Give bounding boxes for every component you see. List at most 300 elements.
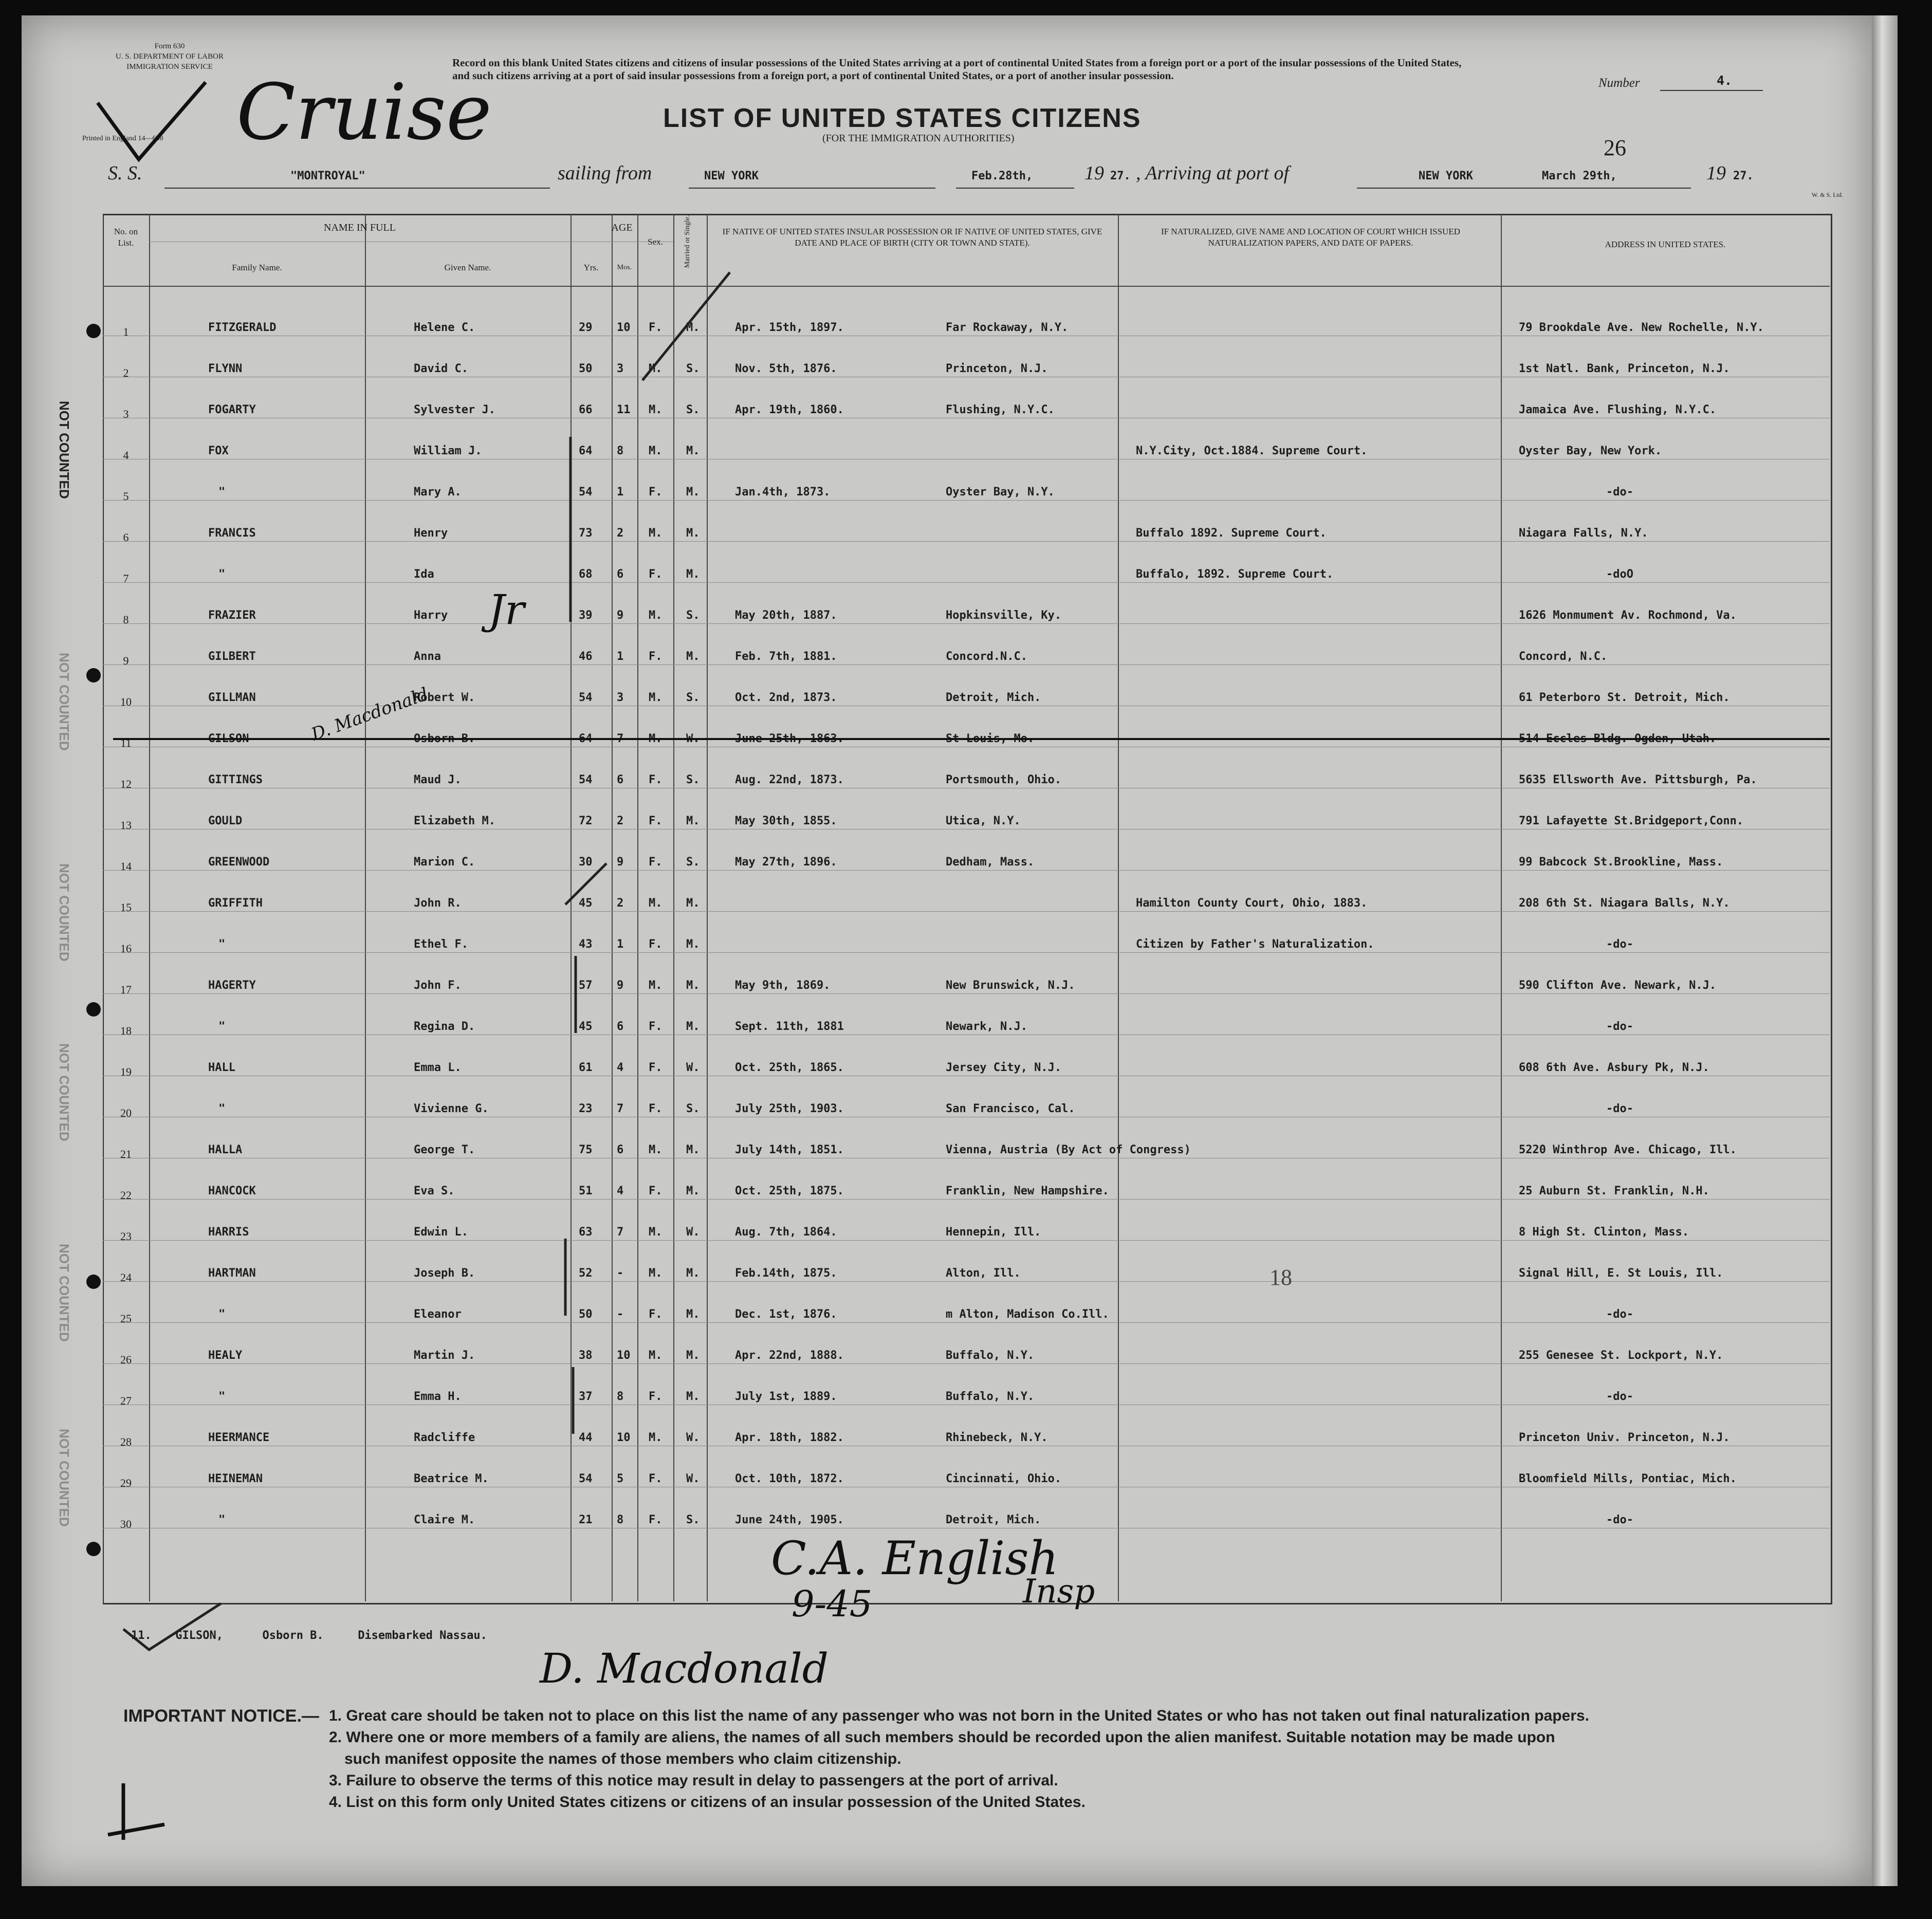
row-number: 28 — [120, 1435, 132, 1448]
sex: M. — [649, 445, 663, 457]
given-name: Eleanor — [414, 1308, 462, 1321]
given-name: Sylvester J. — [414, 403, 495, 416]
col-divider — [637, 214, 638, 1601]
address: -do- — [1606, 1308, 1633, 1321]
birth-place: Oyster Bay, N.Y. — [946, 486, 1055, 499]
address: 208 6th St. Niagara Balls, N.Y. — [1519, 897, 1730, 910]
age-years: 54 — [579, 691, 593, 704]
cruise-text: Cruise — [236, 68, 492, 157]
given-name: David C. — [414, 362, 468, 375]
sex: F. — [649, 1390, 663, 1403]
birth-place: m Alton, Madison Co.Ill. — [946, 1308, 1109, 1321]
row-number: 22 — [120, 1189, 132, 1202]
not-counted-stamp: NOT COUNTED — [57, 1043, 72, 1141]
port-underline — [689, 188, 935, 189]
given-name: Ida — [414, 568, 434, 581]
form-identifier — [93, 41, 247, 72]
arrival-date: March 29th, — [1542, 170, 1617, 182]
birth-date: Dec. 1st, 1876. — [735, 1308, 837, 1321]
header-bottom-rule — [103, 286, 1830, 287]
col-divider — [365, 214, 366, 1601]
family-name: GILBERT — [208, 650, 256, 663]
instructions-text: Record on this blank United States citizens and citizens of insular possessions of the United States arriving at a port of continental United States from a foreign port or a port of the insular possessions of the United States, and such citizens arriving at a port of said insular possessions from a foreign port, a port of continental United States, or a port of another insular possession. — [452, 57, 1462, 82]
marital-status: S. — [686, 403, 700, 416]
form-number: Form 630 — [154, 42, 185, 50]
address: 590 Clifton Ave. Newark, N.J. — [1519, 979, 1717, 992]
age-months: - — [617, 1267, 624, 1280]
birth-date: Aug. 22nd, 1873. — [735, 773, 844, 786]
departure-year-prefix: 19 — [1084, 162, 1104, 184]
given-name: Ethel F. — [414, 938, 468, 951]
age-years: 54 — [579, 773, 593, 786]
birth-date: May 27th, 1896. — [735, 856, 837, 869]
family-name: HEALY — [208, 1349, 243, 1362]
age-months: 4 — [617, 1061, 624, 1074]
age-months: 11 — [617, 403, 631, 416]
row-number: 14 — [120, 860, 132, 873]
not-counted-stamp: NOT COUNTED — [57, 863, 72, 962]
birth-date: July 25th, 1903. — [735, 1102, 844, 1115]
header-name-in-full: NAME IN FULL — [324, 222, 396, 233]
age-months: 9 — [617, 856, 624, 869]
address: 514 Eccles Bldg. Ogden, Utah. — [1519, 732, 1717, 745]
birth-date: June 25th, 1863. — [735, 732, 844, 745]
address: -do- — [1606, 938, 1633, 951]
age-months: 8 — [617, 1514, 624, 1526]
age-years: 61 — [579, 1061, 593, 1074]
row-rule — [103, 1363, 1830, 1364]
footer-text: Disembarked Nassau. — [358, 1629, 487, 1642]
address: -do- — [1606, 1390, 1633, 1403]
family-name: GILSON — [208, 732, 249, 745]
time-note: 9-45 — [792, 1583, 873, 1625]
margin-number: 18 — [1269, 1265, 1292, 1290]
given-name: George T. — [414, 1143, 475, 1156]
row-number: 15 — [120, 901, 132, 914]
header-no-on-list: No. on List. — [114, 227, 138, 248]
address: -do- — [1606, 1020, 1633, 1033]
macdonald-signature: D. Macdonald — [540, 1645, 829, 1692]
sex: M. — [649, 897, 663, 910]
sex: M. — [649, 1349, 663, 1362]
row-number: 8 — [123, 613, 129, 626]
birth-date: Feb.14th, 1875. — [735, 1267, 837, 1280]
sex: M. — [649, 527, 663, 540]
marital-status: W. — [686, 1431, 700, 1444]
given-name: Emma L. — [414, 1061, 462, 1074]
inspector-suffix: Insp — [1023, 1573, 1095, 1611]
birth-date: July 1st, 1889. — [735, 1390, 837, 1403]
marital-status: M. — [686, 1308, 700, 1321]
age-years: 68 — [579, 568, 593, 581]
age-months: 4 — [617, 1185, 624, 1197]
number-underline — [1660, 90, 1763, 91]
punch-hole — [86, 1002, 101, 1017]
naturalization: Buffalo 1892. Supreme Court. — [1136, 527, 1327, 540]
birth-date: Apr. 18th, 1882. — [735, 1431, 844, 1444]
notice-item-4: 4. List on this form only United States citizens or citizens of an insular possession of the United States. — [329, 1794, 1085, 1811]
punch-hole — [86, 1275, 101, 1289]
marital-status: M. — [686, 1185, 700, 1197]
birth-date: Feb. 7th, 1881. — [735, 650, 837, 663]
sex: M. — [649, 403, 663, 416]
arriving-label: , Arriving at port of — [1136, 162, 1290, 184]
birth-date: Aug. 7th, 1864. — [735, 1226, 837, 1239]
age-months: - — [617, 1308, 624, 1321]
birth-date: Apr. 15th, 1897. — [735, 321, 844, 334]
sex: F. — [649, 650, 663, 663]
footer-note — [131, 1629, 487, 1642]
sex: M. — [649, 1431, 663, 1444]
punch-hole — [86, 668, 101, 682]
given-name: Joseph B. — [414, 1267, 475, 1280]
age-months: 2 — [617, 527, 624, 540]
family-name: HARTMAN — [208, 1267, 256, 1280]
family-name: FOGARTY — [208, 403, 256, 416]
row-number: 18 — [120, 1024, 132, 1037]
sex: F. — [649, 815, 663, 827]
age-years: 29 — [579, 321, 593, 334]
marital-status: S. — [686, 1102, 700, 1115]
sex: M. — [649, 1267, 663, 1280]
marital-status: M. — [686, 650, 700, 663]
marital-status: S. — [686, 1514, 700, 1526]
age-years: 44 — [579, 1431, 593, 1444]
family-name: GILLMAN — [208, 691, 256, 704]
sex: F. — [649, 1020, 663, 1033]
address: 1626 Monmument Av. Rochmond, Va. — [1519, 609, 1737, 622]
address: 5635 Ellsworth Ave. Pittsburgh, Pa. — [1519, 773, 1757, 786]
sex: F. — [649, 486, 663, 499]
page-stamp: 26 — [1604, 135, 1626, 160]
address: Jamaica Ave. Flushing, N.Y.C. — [1519, 403, 1717, 416]
birth-date: June 24th, 1905. — [735, 1514, 844, 1526]
marital-status: W. — [686, 732, 700, 745]
age-years: 66 — [579, 403, 593, 416]
age-months: 10 — [617, 1349, 631, 1362]
birth-place: Detroit, Mich. — [946, 1514, 1041, 1526]
family-name: " — [218, 1102, 226, 1115]
age-months: 6 — [617, 773, 624, 786]
given-name: Eva S. — [414, 1185, 455, 1197]
sex: F. — [649, 1061, 663, 1074]
departure-date: Feb.28th, — [971, 170, 1033, 182]
page-subtitle: (FOR THE IMMIGRATION AUTHORITIES) — [822, 133, 1015, 144]
age-years: 50 — [579, 1308, 593, 1321]
given-name: Martin J. — [414, 1349, 475, 1362]
age-years: 43 — [579, 938, 593, 951]
age-years: 75 — [579, 1143, 593, 1156]
age-years: 51 — [579, 1185, 593, 1197]
ship-underline — [164, 188, 550, 189]
birth-place: Princeton, N.J. — [946, 362, 1048, 375]
marital-status: W. — [686, 1226, 700, 1239]
birth-place: Utica, N.Y. — [946, 815, 1021, 827]
birth-place: St Louis, Mo. — [946, 732, 1035, 745]
birth-place: Flushing, N.Y.C. — [946, 403, 1055, 416]
given-name: Helene C. — [414, 321, 475, 334]
date-underline — [956, 188, 1074, 189]
row-number: 5 — [123, 490, 129, 503]
family-name: HARRIS — [208, 1226, 249, 1239]
sex: M. — [649, 1143, 663, 1156]
notice-heading: IMPORTANT NOTICE.— — [123, 1706, 319, 1726]
sex: F. — [649, 321, 663, 334]
family-name: GITTINGS — [208, 773, 263, 786]
age-years: 54 — [579, 486, 593, 499]
given-name: Robert W. — [414, 691, 475, 704]
row-rule — [103, 582, 1830, 583]
age-years: 39 — [579, 609, 593, 622]
age-months: 1 — [617, 650, 624, 663]
sex: F. — [649, 1514, 663, 1526]
marital-status: M. — [686, 1143, 700, 1156]
row-number: 23 — [120, 1230, 132, 1243]
age-months: 1 — [617, 486, 624, 499]
not-counted-stamp: NOT COUNTED — [57, 1429, 72, 1527]
birth-place: Hennepin, Ill. — [946, 1226, 1041, 1239]
family-name: GREENWOOD — [208, 856, 270, 869]
given-name: Maud J. — [414, 773, 462, 786]
given-name: Harry — [414, 609, 448, 622]
row-number: 7 — [123, 572, 129, 585]
sex: M. — [649, 979, 663, 992]
arrival-port-underline — [1357, 188, 1562, 189]
family-name: GOULD — [208, 815, 243, 827]
row-rule — [103, 1322, 1830, 1323]
given-name: Elizabeth M. — [414, 815, 495, 827]
sex: F. — [649, 1472, 663, 1485]
footer-family: GILSON, — [175, 1629, 223, 1642]
address: Oyster Bay, New York. — [1519, 445, 1662, 457]
address: 608 6th Ave. Asbury Pk, N.J. — [1519, 1061, 1709, 1074]
row-rule — [103, 500, 1830, 501]
given-name: Marion C. — [414, 856, 475, 869]
family-name: HEERMANCE — [208, 1431, 270, 1444]
marital-status: S. — [686, 856, 700, 869]
age-months: 6 — [617, 568, 624, 581]
birth-place: Portsmouth, Ohio. — [946, 773, 1062, 786]
row-rule — [103, 952, 1830, 953]
birth-date: Oct. 2nd, 1873. — [735, 691, 837, 704]
marital-status: M. — [686, 815, 700, 827]
address: -do- — [1606, 486, 1633, 499]
age-months: 8 — [617, 1390, 624, 1403]
address: 5220 Winthrop Ave. Chicago, Ill. — [1519, 1143, 1737, 1156]
address: Signal Hill, E. St Louis, Ill. — [1519, 1267, 1723, 1280]
address: 99 Babcock St.Brookline, Mass. — [1519, 856, 1723, 869]
birth-date: Apr. 22nd, 1888. — [735, 1349, 844, 1362]
sex: F. — [649, 938, 663, 951]
address: -do- — [1606, 1514, 1633, 1526]
age-years: 50 — [579, 362, 593, 375]
marital-status: M. — [686, 527, 700, 540]
age-years: 54 — [579, 1472, 593, 1485]
department: U. S. DEPARTMENT OF LABOR — [116, 52, 224, 61]
birth-date: Oct. 10th, 1872. — [735, 1472, 844, 1485]
family-name: " — [218, 1308, 226, 1321]
sex: F. — [649, 1308, 663, 1321]
family-name: FRANCIS — [208, 527, 256, 540]
birth-place: Newark, N.J. — [946, 1020, 1027, 1033]
birth-place: Dedham, Mass. — [946, 856, 1035, 869]
address: Niagara Falls, N.Y. — [1519, 527, 1648, 540]
row-number: 9 — [123, 654, 129, 667]
family-name: HALL — [208, 1061, 235, 1074]
birth-date: May 30th, 1855. — [735, 815, 837, 827]
row-number: 1 — [123, 325, 129, 338]
row-number: 12 — [120, 778, 132, 790]
given-name: Edwin L. — [414, 1226, 468, 1239]
arrival-date-underline — [1537, 188, 1691, 189]
age-months: 10 — [617, 321, 631, 334]
sex: F. — [649, 856, 663, 869]
given-name: Emma H. — [414, 1390, 462, 1403]
row-number: 27 — [120, 1394, 132, 1407]
address: 8 High St. Clinton, Mass. — [1519, 1226, 1689, 1239]
row-number: 6 — [123, 531, 129, 544]
marital-status: M. — [686, 445, 700, 457]
birth-date: Jan.4th, 1873. — [735, 486, 831, 499]
family-name: " — [218, 938, 226, 951]
marital-status: W. — [686, 1061, 700, 1074]
ship-name: "MONTROYAL" — [290, 170, 365, 182]
arrival-port: NEW YORK — [1419, 170, 1473, 182]
sex: M. — [649, 609, 663, 622]
naturalization: Citizen by Father's Naturalization. — [1136, 938, 1374, 951]
age-years: 38 — [579, 1349, 593, 1362]
col-divider — [571, 214, 572, 1601]
family-name: " — [218, 1514, 226, 1526]
header-sex: Sex. — [648, 237, 663, 247]
age-years: 46 — [579, 650, 593, 663]
marital-status: M. — [686, 486, 700, 499]
birth-place: New Brunswick, N.J. — [946, 979, 1075, 992]
row-number: 21 — [120, 1148, 132, 1160]
arrival-year: 27. — [1733, 170, 1754, 182]
col-divider — [149, 214, 150, 1601]
departure-year: 27. — [1110, 170, 1131, 182]
birth-place: Vienna, Austria (By Act of Congress) — [946, 1143, 1191, 1156]
address: -doO — [1606, 568, 1633, 581]
family-name: HEINEMAN — [208, 1472, 263, 1485]
row-rule — [103, 1199, 1830, 1200]
family-name: FOX — [208, 445, 229, 457]
birth-place: Far Rockaway, N.Y. — [946, 321, 1069, 334]
birth-place: Rhinebeck, N.Y. — [946, 1431, 1048, 1444]
row-number: 25 — [120, 1312, 132, 1325]
not-counted-stamp: NOT COUNTED — [57, 653, 72, 751]
birth-place: Concord.N.C. — [946, 650, 1027, 663]
birth-date: Nov. 5th, 1876. — [735, 362, 837, 375]
given-name: Vivienne G. — [414, 1102, 489, 1115]
row-number: 10 — [120, 695, 132, 708]
row-number: 13 — [120, 819, 132, 832]
row-number: 20 — [120, 1106, 132, 1119]
birth-place: Buffalo, N.Y. — [946, 1390, 1035, 1403]
address: Concord, N.C. — [1519, 650, 1608, 663]
header-yrs: Yrs. — [583, 263, 599, 272]
age-years: 21 — [579, 1514, 593, 1526]
header-birth: IF NATIVE OF UNITED STATES INSULAR POSSESSION OR IF NATIVE OF UNITED STATES, GIVE DATE AND PLACE OF BIRTH (CITY OR TOWN AND STATE). — [722, 227, 1102, 248]
age-months: 3 — [617, 362, 624, 375]
age-months: 7 — [617, 1226, 624, 1239]
number-label: Number — [1598, 76, 1640, 90]
family-name: GRIFFITH — [208, 897, 263, 910]
notice-heading-text: IMPORTANT NOTICE. — [123, 1706, 302, 1726]
age-years: 63 — [579, 1226, 593, 1239]
row-rule — [103, 993, 1830, 994]
given-name: Anna — [414, 650, 441, 663]
page-edge — [1872, 15, 1898, 1886]
marital-status: S. — [686, 362, 700, 375]
naturalization: N.Y.City, Oct.1884. Supreme Court. — [1136, 445, 1368, 457]
number-value: 4. — [1717, 73, 1733, 88]
sex: F. — [649, 773, 663, 786]
marital-status: M. — [686, 938, 700, 951]
header-married-single: Married or Single. — [684, 215, 691, 268]
age-years: 37 — [579, 1390, 593, 1403]
age-months: 9 — [617, 979, 624, 992]
address: 79 Brookdale Ave. New Rochelle, N.Y. — [1519, 321, 1764, 334]
marital-status: M. — [686, 979, 700, 992]
sex: M. — [649, 691, 663, 704]
sex: M. — [649, 1226, 663, 1239]
not-counted-stamp: NOT COUNTED — [57, 401, 72, 499]
row-number: 29 — [120, 1477, 132, 1489]
given-name: Regina D. — [414, 1020, 475, 1033]
family-name: FLYNN — [208, 362, 243, 375]
marital-status: M. — [686, 1390, 700, 1403]
given-name: Henry — [414, 527, 448, 540]
marital-status: M. — [686, 568, 700, 581]
age-years: 64 — [579, 732, 593, 745]
age-years: 45 — [579, 897, 593, 910]
birth-place: Cincinnati, Ohio. — [946, 1472, 1062, 1485]
age-months: 10 — [617, 1431, 631, 1444]
age-years: 57 — [579, 979, 593, 992]
family-name: " — [218, 568, 226, 581]
birth-place: Jersey City, N.J. — [946, 1061, 1062, 1074]
birth-place: Alton, Ill. — [946, 1267, 1021, 1280]
birth-date: Sept. 11th, 1881 — [735, 1020, 844, 1033]
sailing-from-port: NEW YORK — [704, 170, 759, 182]
marital-status: M. — [686, 1349, 700, 1362]
marital-status: M. — [686, 321, 700, 334]
address: 1st Natl. Bank, Princeton, N.J. — [1519, 362, 1730, 375]
age-months: 9 — [617, 609, 624, 622]
footer-given: Osborn B. — [262, 1629, 324, 1642]
marital-status: M. — [686, 1020, 700, 1033]
given-name: Mary A. — [414, 486, 462, 499]
header-given-name: Given Name. — [444, 263, 491, 272]
age-months: 6 — [617, 1143, 624, 1156]
ss-label: S. S. — [108, 162, 142, 184]
page-title: LIST OF UNITED STATES CITIZENS — [663, 103, 1142, 133]
notice-item-2: 2. Where one or more members of a family are aliens, the names of all such members should be recorded upon the alien manifest. Suitable notation may be made upon — [329, 1729, 1555, 1746]
row-number: 11 — [120, 736, 132, 749]
family-name: " — [218, 1020, 226, 1033]
family-name: " — [218, 486, 226, 499]
row-rule — [103, 541, 1830, 542]
row-rule — [103, 1281, 1830, 1282]
family-name: HAGERTY — [208, 979, 256, 992]
row-number: 2 — [123, 366, 129, 379]
row-rule — [103, 870, 1830, 871]
row-number: 17 — [120, 983, 132, 996]
age-months: 7 — [617, 1102, 624, 1115]
naturalization: Hamilton County Court, Ohio, 1883. — [1136, 897, 1368, 910]
